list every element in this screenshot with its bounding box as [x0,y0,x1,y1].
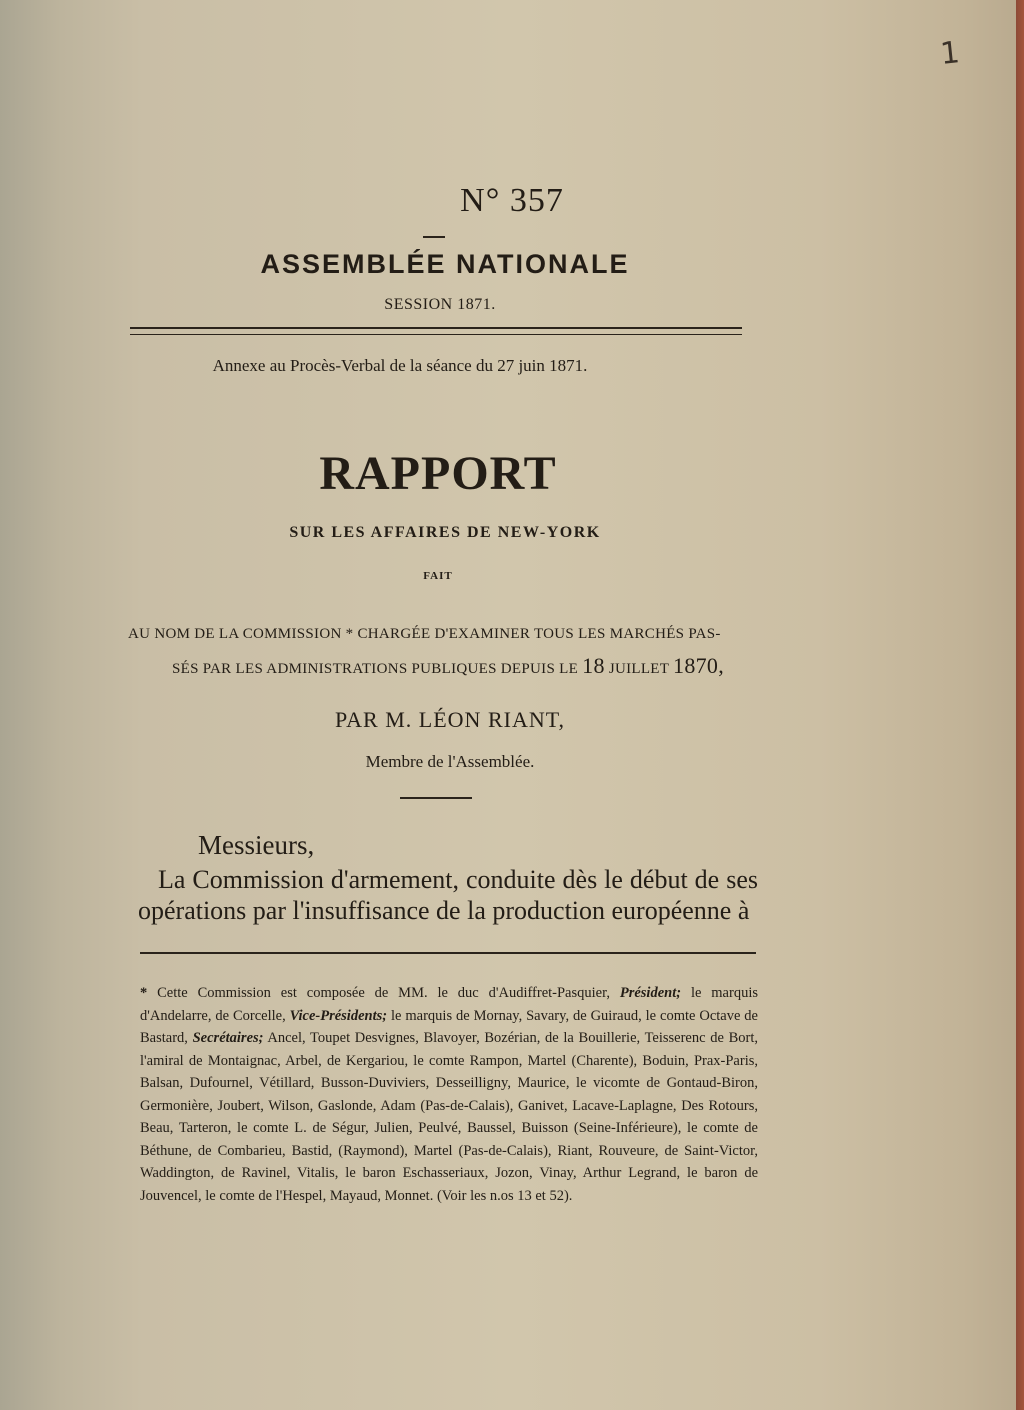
folio-number: 1 [938,35,962,72]
double-rule [130,327,742,335]
session-line: SESSION 1871. [384,296,496,313]
report-title: RAPPORT [319,447,557,500]
assembly-heading: ASSEMBLÉE NATIONALE [260,249,630,279]
commission-line-2: SÉS PAR LES ADMINISTRATIONS PUBLIQUES DEPUIS LE 18 JUILLET 1870, [171,653,725,678]
footnote-marker: * [140,985,148,1001]
salutation: Messieurs, [198,830,315,860]
president-label: Président; [619,985,682,1001]
separator-rule [400,797,472,799]
vice-presidents-label: Vice-Présidents; [289,1007,388,1024]
report-subject: SUR LES AFFAIRES DE NEW-YORK [289,524,601,541]
annexe-line: Annexe au Procès-Verbal de la séance du 27 juin 1871. [212,356,588,375]
short-rule [423,236,445,238]
footnote-rule [140,952,756,954]
body-paragraph: La Commission d'armement, conduite dès le début de ses opérations par l'insuffisance de la production européenne à [138,865,758,925]
author-role: Membre de l'Assemblée. [365,752,535,771]
fait-label: FAIT [423,570,453,582]
footnote: * Cette Commission est composée de MM. le duc d'Audiffret-Pasquier, Président; le marquis d'Andelarre, de Corcelle, Vice-Présidents; le marquis de Mornay, Savary, de Guiraud, le comte Octave de Bastard, Secrétaires; Ancel, Toupet Desvignes, Blavoyer, Bozérian, de la Bouillerie, Teisserenc de Bort, l'amiral de Montaignac, Arbel, de Kergariou, le comte Rampon, Martel (Charente), Boduin, Prax-Paris, Balsan, Dufournel, Vétillard, Busson-Duviviers, Desseilligny, Maurice, le vicomte de Gontaud-Biron, Germonière, Joubert, Wilson, Gaslonde, Adam (Pas-de-Calais), Ganivet, Lacave-Laplagne, Des Rotours, Beau, Tarteron, le comte L. de Ségur, Julien, Peulvé, Baussel, Buisson (Seine-Inférieure), le comte de Béthune, de Combarieu, Bastid, (Raymond), Martel (Pas-de-Calais), Riant, Rouveure, de Saint-Victor, Waddington, de Ravinel, Vitalis, le baron Eschasseriaux, Jozon, Vinay, Arthur Legrand, le baron de Jouvencel, le comte de l'Hespel, Mayaud, Monnet. (Voir les n.os 13 et 52). [140,985,758,1204]
commission-statement [128,618,768,685]
document-number: N° 357 [460,182,564,219]
commission-line-1: AU NOM DE LA COMMISSION * CHARGÉE D'EXAMINER TOUS LES MARCHÉS PAS- [128,626,721,642]
secretaires-label: Secrétaires; [192,1030,264,1046]
author-line: PAR M. LÉON RIANT, [334,707,566,732]
